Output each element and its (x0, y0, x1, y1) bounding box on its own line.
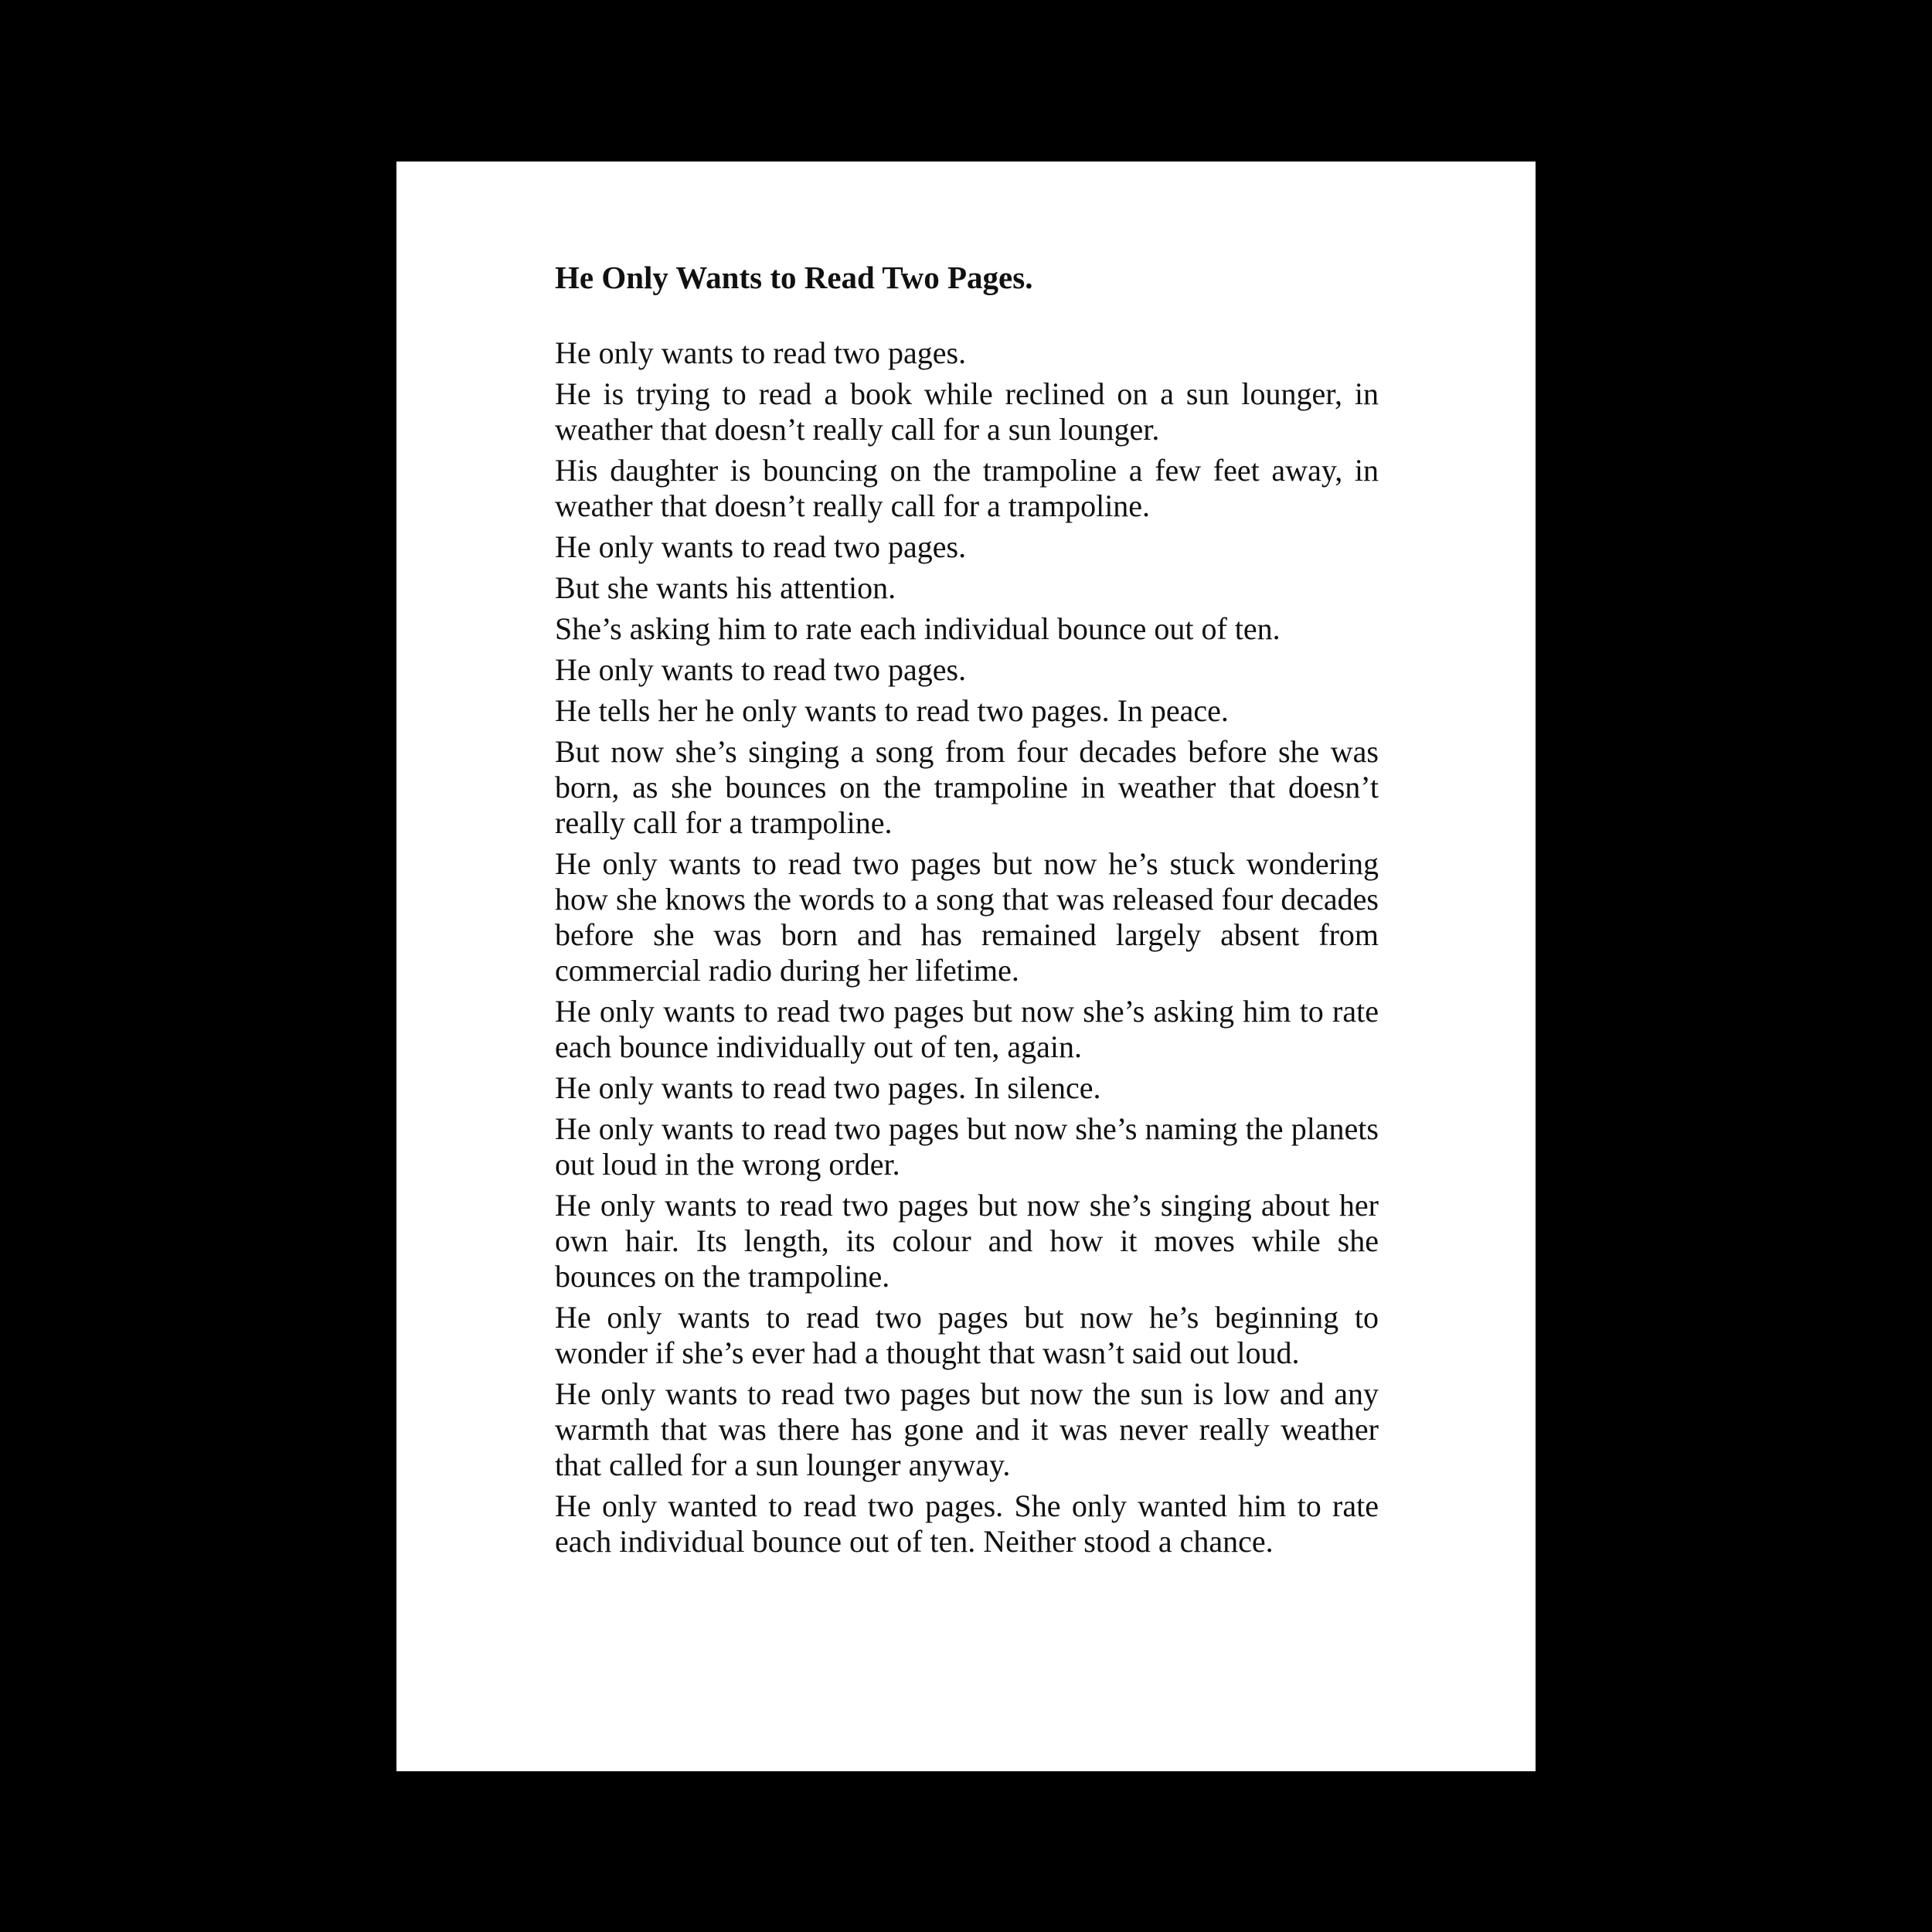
paragraph: But she wants his attention. (555, 570, 896, 605)
paragraph: He only wants to read two pages but now he’s stuck wondering how she knows the words to a song that was released four decades before she was born and has remained largely absent from commercial radio during her lifetime. (555, 846, 1379, 988)
paragraph: She’s asking him to rate each individual bounce out of ten. (555, 611, 1281, 646)
paragraph: His daughter is bouncing on the trampoline a few feet away, in weather that doesn’t really call for a trampoline. (555, 453, 1379, 523)
paragraph: He is trying to read a book while reclined on a sun lounger, in weather that doesn’t really call for a sun lounger. (555, 376, 1379, 447)
paragraph: He only wanted to read two pages. She only wanted him to rate each individual bounce out of ten. Neither stood a chance. (555, 1488, 1379, 1559)
paragraph: He only wants to read two pages. In silence. (555, 1070, 1101, 1105)
paragraph: But now she’s singing a song from four decades before she was born, as she bounces on the trampoline in weather that doesn’t really call for a trampoline. (555, 734, 1379, 840)
paragraph: He only wants to read two pages but now she’s naming the planets out loud in the wrong order. (555, 1111, 1379, 1182)
paragraph: He only wants to read two pages but now she’s singing about her own hair. Its length, its colour and how it moves while she bounces on the trampoline. (555, 1188, 1379, 1294)
paragraph: He only wants to read two pages but now the sun is low and any warmth that was there has gone and it was never really weather that called for a sun lounger anyway. (555, 1376, 1379, 1482)
paragraph: He tells her he only wants to read two pages. In peace. (555, 693, 1229, 728)
document-page (396, 162, 1536, 1771)
paragraph: He only wants to read two pages. (555, 529, 967, 564)
document-title: He Only Wants to Read Two Pages. (555, 260, 1033, 295)
paragraph: He only wants to read two pages but now he’s beginning to wonder if she’s ever had a thought that wasn’t said out loud. (555, 1300, 1379, 1370)
document-body (555, 258, 1379, 1565)
paragraph: He only wants to read two pages. (555, 652, 967, 687)
paragraph: He only wants to read two pages but now she’s asking him to rate each bounce individually out of ten, again. (555, 994, 1379, 1064)
paragraph: He only wants to read two pages. (555, 335, 967, 370)
